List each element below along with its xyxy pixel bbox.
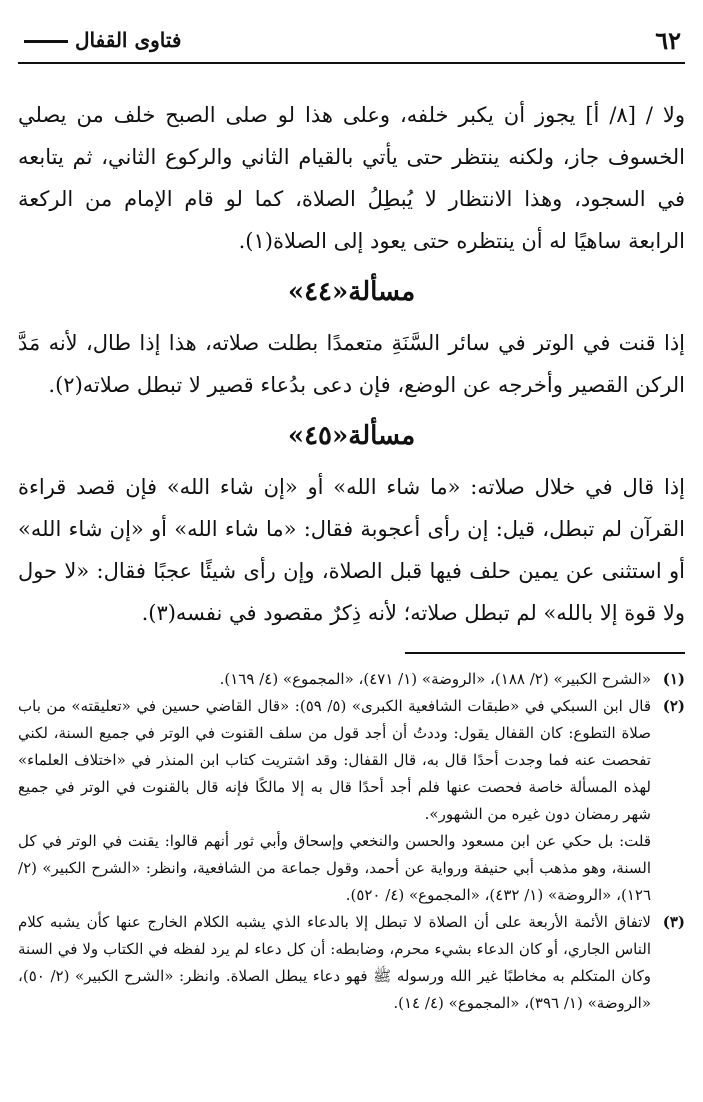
footnote-text <box>18 909 651 1017</box>
main-text <box>18 94 685 634</box>
paragraph-2: إذا قنت في الوتر في سائر السَّنَةِ متعمدًا بطلت صلاته، هذا إذا طال، لأنه مَدَّ الركن القصير وأخرجه عن الوضع، فإن دعى بدُعاء قصير لا تبطل صلاته(٢). <box>18 331 685 397</box>
footnote-text <box>18 693 651 909</box>
book-title <box>18 28 181 52</box>
footnote-1 <box>18 666 685 693</box>
page-number: ٦٢ <box>655 26 681 55</box>
footnote-paragraph: «الشرح الكبير» (٢/ ١٨٨)، «الروضة» (١/ ٤٧١)، «المجموع» (٤/ ١٦٩). <box>219 670 651 688</box>
issue-heading-44: مسألة«٤٤» <box>287 277 416 307</box>
footnote-text <box>18 666 651 693</box>
footnote-paragraph: قال ابن السبكي في «طبقات الشافعية الكبرى» (٥/ ٥٩): «قال القاضي حسين في «تعليقته» من باب صلاة التطوع: كان القفال يقول: وددتُ أن أجد قول من سلف القنوت في الوتر في جميع السنة، لكني تفحصت عنه فما وجدت أحدًا قال به، قال القفال: وقد اشتريت كتاب ابن المنذر في «اختلاف العلماء» لهذه المسألة خاصة فحصت عنها فلم أجد أحدًا قال به إلا مالكًا فإنه قال بالقنوت في الوتر في جميع شهر رمضان دون غيره من الشهور». <box>18 697 651 823</box>
footnote-number: (٢) <box>662 697 685 715</box>
footnote-number: (١) <box>662 670 685 688</box>
footnote-2 <box>18 693 685 909</box>
page-header <box>18 18 685 64</box>
header-rule <box>24 40 68 43</box>
book-title-text: فتاوى القفال <box>74 28 182 52</box>
paragraph-3: إذا قال في خلال صلاته: «ما شاء الله» أو «إن شاء الله» فإن قصد قراءة القرآن لم تبطل، قيل: إن رأى أعجوبة فقال: «ما شاء الله» أو «إن شاء الله» أو استثنى عن يمين حلف فيها قبل الصلاة، وإن رأى شيئًا عجبًا فقال: «لا حول ولا قوة إلا بالله» لم تبطل صلاته؛ لأنه ذِكرٌ مقصود في نفسه(٣). <box>18 475 685 625</box>
paragraph-1: ولا / [٨/ أ] يجوز أن يكبر خلفه، وعلى هذا لو صلى الصبح خلف من يصلي الخسوف جاز، ولكنه ينتظر حتى يأتي بالقيام الثاني والركوع الثاني، ثم يتابعه في السجود، وهذا الانتظار لا يُبطِلُ الصلاة، كما لو قام الإمام من الركعة الرابعة ساهيًا له أن ينتظره حتى يعود إلى الصلاة(١). <box>18 103 685 253</box>
footnotes <box>18 666 685 1017</box>
footnote-paragraph: لاتفاق الأئمة الأربعة على أن الصلاة لا تبطل إلا بالدعاء الذي يشبه الكلام الخارج عنها كأن يشبه كلام الناس الجاري، أو كان الدعاء بشيء محرم، وضابطه: أن كل دعاء لم يرد لفظه في الكتاب ولا في السنة وكان المتكلم به مخاطبًا غير الله ورسوله ﷺ فهو دعاء يبطل الصلاة. وانظر: «الشرح الكبير» (٢/ ٥٠)، «الروضة» (١/ ٣٩٦)، «المجموع» (٤/ ١٤). <box>18 913 651 1012</box>
footnote-separator <box>405 652 685 654</box>
document-page <box>18 18 685 1088</box>
footnote-3 <box>18 909 685 1017</box>
issue-heading-45: مسألة«٤٥» <box>287 421 416 451</box>
footnote-paragraph: قلت: بل حكي عن ابن مسعود والحسن والنخعي وإسحاق وأبي ثور أنهم قالوا: يقنت في الوتر في كل السنة، وهو مذهب أبي حنيفة ورواية عن أحمد، وقول جماعة من الشافعية، وانظر: «الشرح الكبير» (٢/ ١٢٦)، «الروضة» (١/ ٤٣٢)، «المجموع» (٤/ ٥٢٠). <box>18 832 651 904</box>
footnote-number: (٣) <box>662 913 685 931</box>
